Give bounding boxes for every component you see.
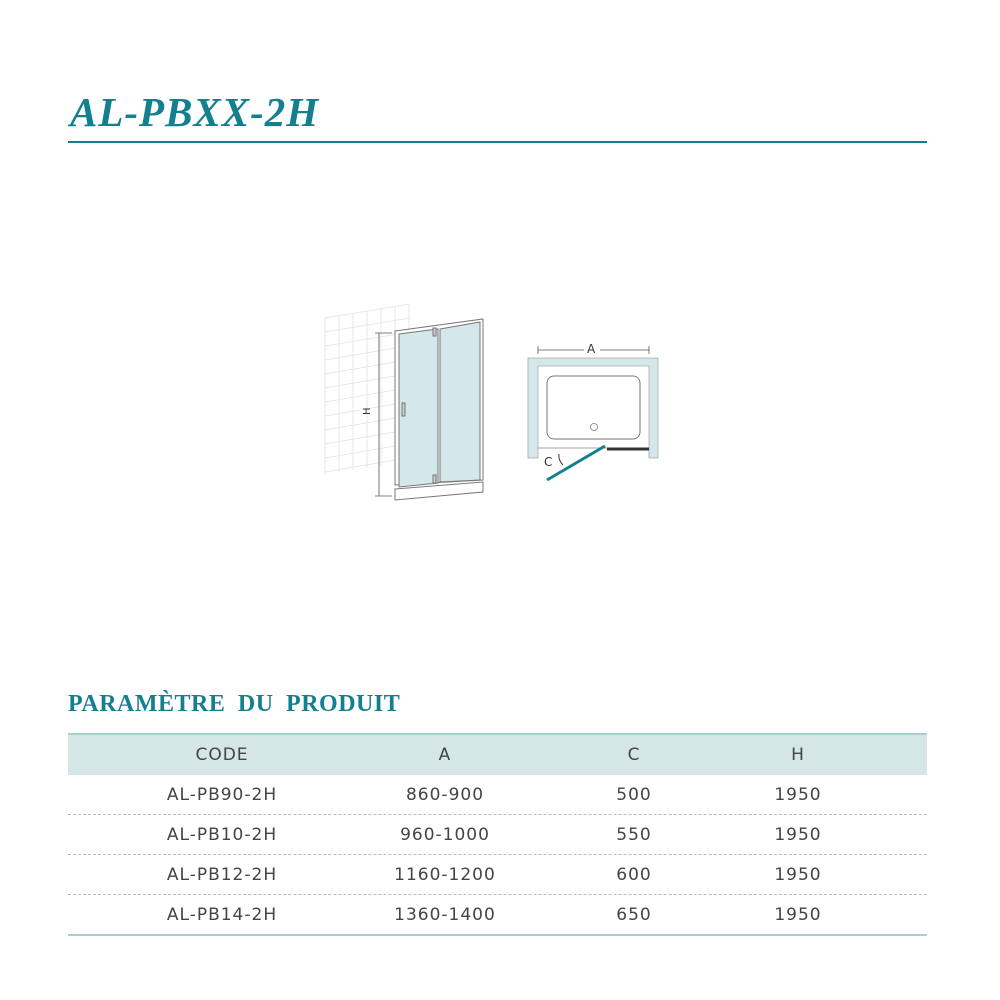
cell-c: 500: [616, 784, 652, 805]
cell-h: 1950: [774, 784, 822, 805]
cell-c: 650: [616, 904, 652, 925]
product-parameter-table: [68, 733, 927, 936]
table-row: [68, 895, 927, 936]
table-row: [68, 775, 927, 815]
shower-door: [395, 319, 483, 500]
page-title: AL-PBXX-2H: [70, 89, 320, 135]
swing-arrow-icon: [559, 454, 563, 465]
cell-code: AL-PB10-2H: [166, 824, 278, 845]
table-row: [68, 815, 927, 855]
cell-h: 1950: [774, 824, 822, 845]
cell-code: AL-PB14-2H: [166, 904, 278, 925]
opening-label: C: [544, 455, 553, 469]
cell-a: 1360-1400: [394, 904, 496, 925]
cell-c: 550: [616, 824, 652, 845]
header-a: A: [438, 745, 452, 765]
cell-a: 860-900: [405, 784, 485, 805]
title-divider: [68, 141, 927, 143]
cell-h: 1950: [774, 904, 822, 925]
cell-code: AL-PB90-2H: [166, 784, 278, 805]
header-h: H: [791, 745, 805, 765]
height-label: H: [362, 407, 373, 415]
cell-a: 1160-1200: [394, 864, 496, 885]
header-c: C: [627, 745, 641, 765]
cell-h: 1950: [774, 864, 822, 885]
floor-plan: [528, 342, 658, 480]
header-code: CODE: [195, 745, 249, 765]
table-header: [68, 733, 927, 775]
width-label: A: [587, 342, 596, 356]
cell-code: AL-PB12-2H: [166, 864, 278, 885]
cell-c: 600: [616, 864, 652, 885]
height-dimension: [375, 333, 392, 496]
shower-door-diagram: [320, 300, 670, 510]
cell-a: 960-1000: [400, 824, 490, 845]
table-row: [68, 855, 927, 895]
section-title: PARAMÈTRE DU PRODUIT: [68, 691, 401, 717]
